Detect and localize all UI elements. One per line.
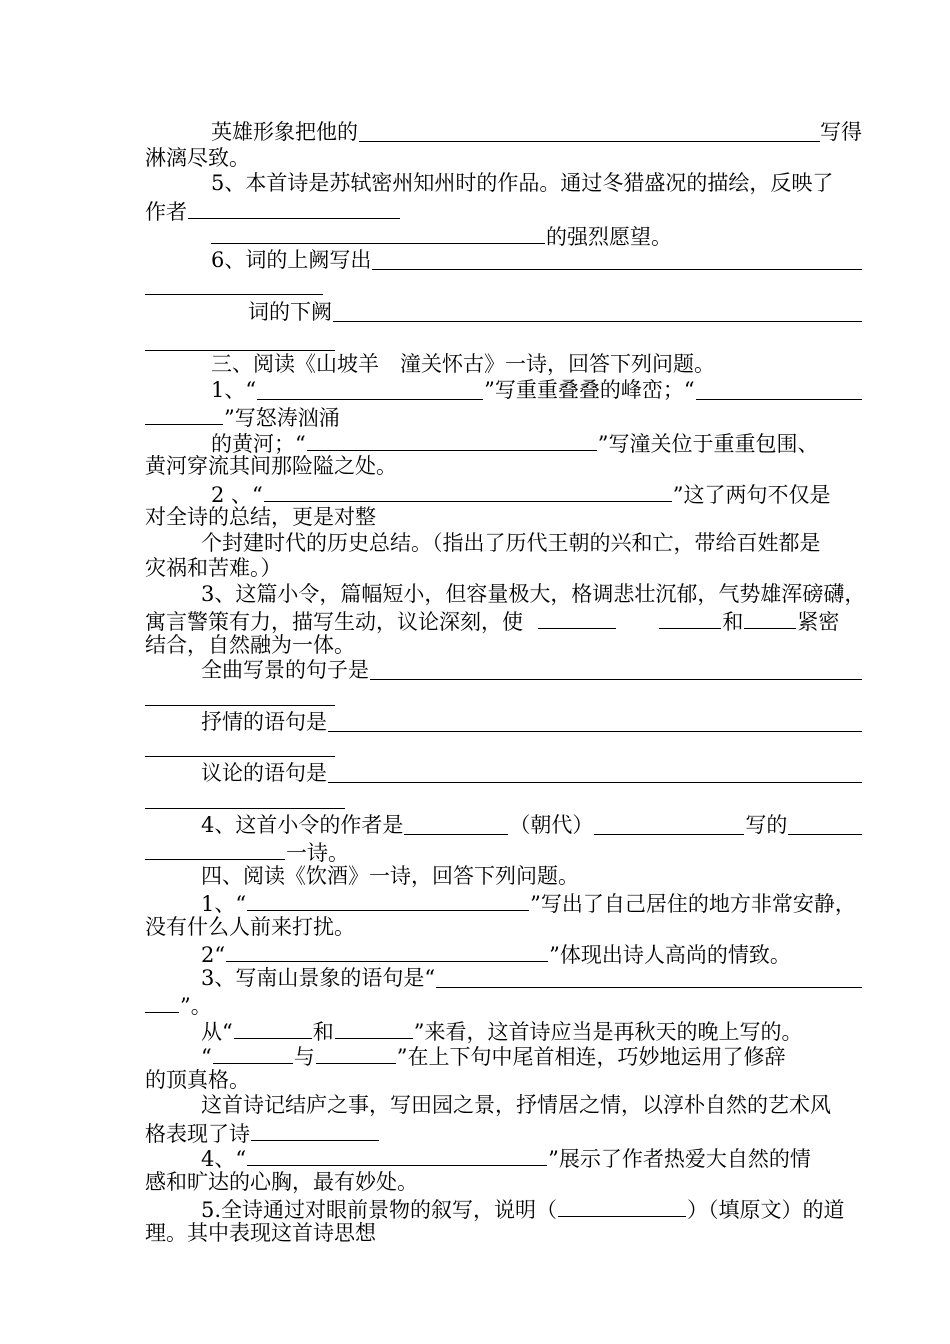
line-27 (145, 787, 862, 813)
line-8: 词的下阙 (145, 300, 862, 329)
answer-blank[interactable] (333, 300, 862, 322)
answer-blank[interactable] (145, 329, 335, 351)
line-2: 淋漓尽致。 (145, 145, 250, 170)
answer-blank[interactable] (558, 1195, 686, 1217)
answer-blank[interactable] (335, 1017, 413, 1039)
answer-blank[interactable] (404, 813, 508, 835)
line-7 (145, 273, 862, 300)
line-25 (145, 735, 862, 761)
line-18: 灾祸和苦难。） (145, 556, 282, 580)
line-4: 作者 (145, 197, 862, 223)
line-17: 个封建时代的历史总结。（指出了历代王朝的兴和亡，带给百姓都是 (201, 530, 821, 555)
line-34: 3、写南山景象的语句是“ (145, 966, 862, 992)
section-3-heading: 三、阅读《山坡羊 潼关怀古》一诗，回答下列问题。 (211, 352, 715, 376)
answer-blank[interactable] (234, 1017, 312, 1039)
line-33: 2“ ”体现出诗人高尚的情致。 (145, 940, 862, 966)
line-6: 6、词的上阙写出 (145, 248, 862, 274)
line-9 (145, 329, 862, 352)
line-5: 的强烈愿望。 (145, 222, 862, 248)
answer-blank[interactable] (744, 607, 796, 629)
line-43: 5.全诗通过对眼前景物的叙写，说明（ ）（填原文）的道 (145, 1195, 862, 1221)
answer-blank[interactable] (188, 197, 400, 219)
line-38: 的顶真格。 (145, 1067, 250, 1092)
line-39: 这首诗记结庐之事，写田园之景，抒情居之情，以淳朴自然的艺术风 (201, 1093, 831, 1117)
line-1: 英雄形象把他的 写得 (211, 120, 862, 144)
line-40: 格表现了诗 (145, 1119, 862, 1145)
answer-blank[interactable] (145, 403, 223, 425)
line-12: ”写怒涛汹涌 (145, 403, 862, 429)
line-23 (145, 684, 862, 710)
answer-blank[interactable] (251, 1119, 379, 1141)
line-20: 寓言警策有力，描写生动，议论深刻，使 和 紧密 (145, 607, 862, 633)
line-13: 的黄河；“ ”写潼关位于重重包围、 (145, 429, 862, 455)
answer-blank[interactable] (328, 761, 862, 783)
answer-blank[interactable] (328, 710, 862, 732)
answer-blank[interactable] (696, 378, 862, 400)
answer-blank[interactable] (594, 813, 744, 835)
section-4-heading: 四、阅读《饮酒》一诗，回答下列问题。 (201, 863, 579, 888)
line-42: 感和旷达的心胸，最有妙处。 (145, 1169, 418, 1194)
line-24: 抒情的语句是 (145, 710, 862, 736)
line-28: 4、这首小令的作者是 （朝代） 写的 (145, 813, 862, 839)
answer-blank[interactable] (247, 1144, 547, 1166)
answer-blank[interactable] (788, 813, 862, 835)
line-22: 全曲写景的句子是 (145, 658, 862, 684)
answer-blank[interactable] (211, 222, 545, 244)
line-3: 5、本首诗是苏轼密州知州时的作品。通过冬猎盛况的描绘，反映了 (211, 171, 834, 195)
line-36: 从“ 和 ”来看，这首诗应当是再秋天的晚上写的。 (145, 1017, 862, 1043)
answer-blank[interactable] (659, 607, 721, 629)
answer-blank[interactable] (145, 991, 179, 1013)
answer-blank[interactable] (247, 889, 529, 911)
line-44: 理。其中表现这首诗思想 (145, 1220, 376, 1245)
line-16: 对全诗的总结，更是对整 (145, 505, 376, 529)
line-14: 黄河穿流其间那险隘之处。 (145, 454, 397, 478)
line-21: 结合，自然融为一体。 (145, 632, 355, 657)
answer-blank[interactable] (145, 735, 335, 757)
answer-blank[interactable] (145, 787, 345, 809)
answer-blank[interactable] (372, 248, 862, 270)
answer-blank[interactable] (264, 480, 672, 502)
answer-blank[interactable] (359, 120, 820, 142)
line-26: 议论的语句是 (145, 761, 862, 787)
line-29: 一诗。 (145, 838, 862, 864)
answer-blank[interactable] (436, 966, 862, 988)
answer-blank[interactable] (257, 378, 483, 400)
answer-blank[interactable] (145, 273, 323, 295)
answer-blank[interactable] (316, 1042, 396, 1064)
line-11: 1、“ ”写重重叠叠的峰峦；“ (145, 378, 862, 404)
line-19: 3、这篇小令，篇幅短小，但容量极大，格调悲壮沉郁，气势雄浑磅礴， (201, 581, 866, 606)
line-37: “ 与 ”在上下句中尾首相连，巧妙地运用了修辞 (145, 1042, 862, 1068)
line-41: 4、“ ”展示了作者热爱大自然的情 (145, 1144, 862, 1170)
answer-blank[interactable] (145, 684, 335, 706)
worksheet-page (145, 120, 866, 1246)
answer-blank[interactable] (370, 658, 862, 680)
line-15: 2 、“ ”这了两句不仅是 (145, 480, 862, 506)
line-32: 没有什么人前来打扰。 (145, 914, 355, 939)
answer-blank[interactable] (538, 607, 616, 629)
answer-blank[interactable] (213, 1042, 293, 1064)
answer-blank[interactable] (145, 838, 285, 860)
answer-blank[interactable] (226, 940, 548, 962)
answer-blank[interactable] (307, 429, 597, 451)
line-31: 1、“ ”写出了自己居住的地方非常安静， (145, 889, 862, 915)
line-35: ”。 (145, 991, 862, 1017)
